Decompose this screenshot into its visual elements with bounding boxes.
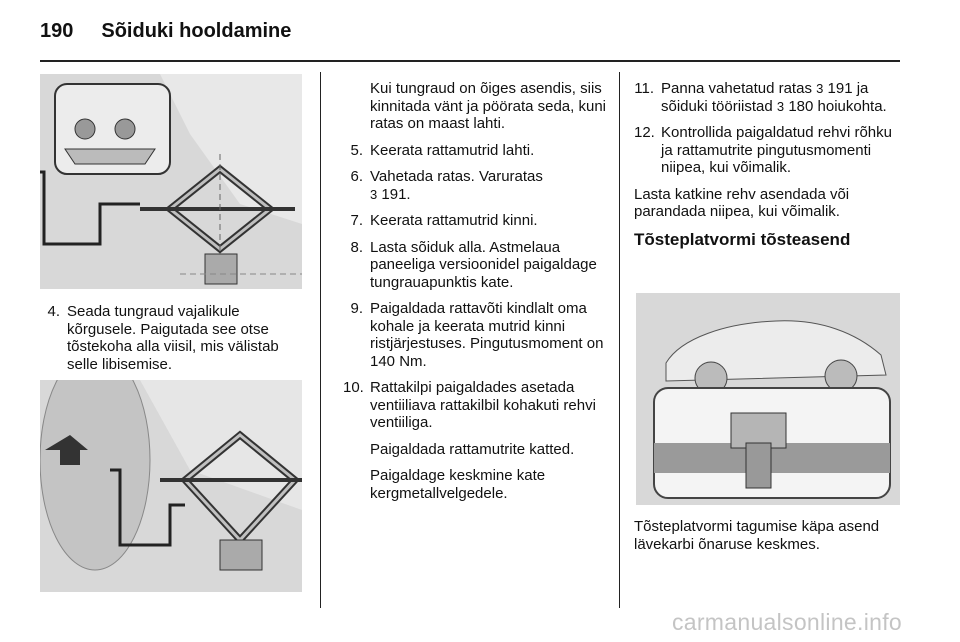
step-text: Rattakilpi paigaldades asetada ventiiliava rattakilbil kohakuti rehvi ventiiliga. [370,379,596,431]
step-number: 9. [350,300,363,317]
step-6 [343,168,608,203]
watermark: carmanualsonline.info [671,609,902,635]
section-heading: Tõsteplatvormi tõsteasend [634,229,851,249]
step-number: 10. [343,379,364,396]
left-column [40,303,302,382]
middle-column [343,80,608,511]
step-text: Keerata rattamutrid kinni. [370,212,538,229]
step-text: Keerata rattamutrid lahti. [370,141,535,159]
step-text: Seada tungraud vajalikule kõrgusele. Paigutada see otse tõstekoha alla viisil, mis välistab selle libisemise. [67,303,279,373]
step-number: 5. [350,141,363,159]
step-number: 7. [350,212,363,229]
right-column [634,80,902,250]
step-5 [343,142,608,160]
page-header [40,20,291,43]
step-10 [343,379,608,432]
jack-under-vehicle-illustration [40,380,302,592]
column-divider-1 [320,72,321,608]
lift-platform-illustration [636,293,900,505]
step-11: 11. Panna vahetatud ratas 3 191 ja sõiduki tööriistad 3 180 hoiukohta. [634,80,887,115]
step-text: Paigaldada rattavõti kindlalt oma kohale ja keerata mutrid kinni ristjärjestuses. Pingutusmoment on 140 Nm. [370,300,604,370]
step-number: 4. [47,303,60,320]
page-ref-arrow-icon: 3 [370,186,378,202]
step-9 [343,300,608,370]
step-text: Vahetada ratas. Varuratas [370,168,543,185]
step-8 [343,239,608,292]
page-ref-arrow-icon: 3 [776,98,785,114]
step-text: Lasta sõiduk alla. Astmelaua paneeliga versioonidel paigaldage tungrauapunktis kate. [370,238,597,291]
page-ref: 191. [381,185,411,203]
jack-crank-illustration [40,74,302,289]
note-center-cap: Paigaldage keskmine kate kergmetallvelgedele. [370,467,546,502]
note-hub-caps: Paigaldada rattamutrite katted. [370,440,575,458]
header-rule [40,60,900,62]
page-number: 190 [40,20,74,42]
step-number: 12. [634,124,655,141]
step-text: Kontrollida paigaldatud rehvi rõhku ja rattamutrite pingutusmomenti niipea, kui võimalik. [661,124,892,176]
paragraph-damaged-tyre: Lasta katkine rehv asendada või parandada niipea, kui võimalik. [634,185,850,220]
step-7 [343,212,608,230]
step-4 [40,303,302,373]
page-title: Sõiduki hooldamine [101,20,292,42]
column-divider-2 [619,72,620,608]
figure-caption: Tõsteplatvormi tagumise käpa asend lävekarbi õnaruse keskmes. [634,518,880,553]
step-12 [634,124,902,177]
step-number: 11. [634,80,654,97]
step-number: 8. [350,238,363,256]
page-ref-arrow-icon: 3 [816,81,824,96]
continuation-paragraph: Kui tungraud on õiges asendis, siis kinnitada vänt ja pöörata seda, kuni ratas on maast lahti. [370,80,606,132]
step-number: 6. [350,168,363,185]
